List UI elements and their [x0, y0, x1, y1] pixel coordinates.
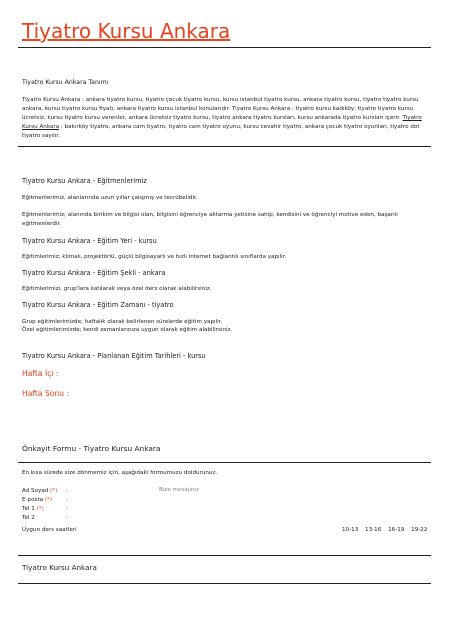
divider: [18, 47, 431, 48]
place-p: Eğitimlerimiz; klimalı, projektörlü, güçlü bilgisayarlı ve hızlı internet bağlantılı sınıflarda yapılır.: [22, 254, 287, 260]
time-heading: Tiyatro Kursu Ankara - Eğitim Zamanı - tiyatro: [22, 301, 174, 309]
time-p2: Özel eğitimlerimizde; kendi zamanlarınıza uygun olarak eğitim alabilirsiniz.: [22, 327, 233, 333]
dates-heading: Tiyatro Kursu Ankara - Planlanan Eğitim Tarihleri - kursu: [22, 352, 206, 360]
footer-title: Tiyatro Kursu Ankara: [22, 563, 97, 572]
intro-link[interactable]: Tiyatro Kursu Ankara: [22, 115, 422, 130]
page-title[interactable]: Tiyatro Kursu Ankara: [22, 19, 231, 43]
field-label-name: Ad Soyad (*): [22, 488, 58, 494]
message-textarea[interactable]: Bize mesajınız: [159, 487, 199, 493]
slot-option[interactable]: 19-22: [411, 527, 428, 533]
field-colon: :: [66, 497, 68, 503]
divider: [18, 583, 431, 584]
hours-slots: [337, 526, 427, 535]
divider: [18, 555, 431, 556]
format-p: Eğitimlerimizi, grup'lara katılarak veya özel ders olarak alabilirsiniz.: [22, 286, 212, 292]
slot-option[interactable]: 16-19: [388, 527, 405, 533]
field-label-tel1: Tel 1 (*): [22, 506, 44, 512]
divider: [18, 146, 431, 147]
weekday-label: Hafta İçi :: [22, 369, 59, 378]
hours-label: Uygun ders saatleri: [22, 527, 77, 533]
intro-text: Tiyatro Kursu Ankara : ankara tiyatro kursu, tiyatro çocuk tiyatro kursu, kursu istanbul tiyatro kursu, ankara tiyatro kursu, tiyatro tiyatro kursu ankara, kursu tiyatro kursu fiyatı, ankara tiyatro kursu istanbul konularıdır. Tiyatro Kursu Ankara : tiyatro kursu kadıköy, tiyatro tiyatro kursu ücretsiz, kursu tiyatro kursu verenler, ankara ücretsiz tiyatro kursu, tiyatro ankara tiyatro kursları, kursu ankarada tiyatro kursları içerir.: [22, 97, 419, 121]
time-p1: Grup eğitimlerimizde; haftalık olarak belirlenen sürelerde eğitim yapılır.: [22, 319, 223, 325]
teachers-p1: Eğitmenlerimiz, alanlarında uzun yıllar çalışmış ve tecrübelidir.: [22, 195, 198, 201]
form-heading: Önkayıt Formu - Tiyatro Kursu Ankara: [22, 444, 161, 453]
field-label-email: E-posta (*): [22, 497, 53, 503]
slot-option[interactable]: 10-13: [342, 527, 359, 533]
format-heading: Tiyatro Kursu Ankara - Eğitim Şekli - ankara: [22, 269, 166, 277]
divider: [18, 462, 431, 463]
field-colon: :: [66, 506, 68, 512]
place-heading: Tiyatro Kursu Ankara - Eğitim Yeri - kursu: [22, 237, 157, 245]
teachers-heading: Tiyatro Kursu Ankara - Eğitmenlerimiz: [22, 177, 147, 185]
form-intro: En kısa sürede size dönmemiz için, aşağıdaki formumuzu doldurunuz.: [22, 470, 218, 476]
slot-option[interactable]: 13-16: [365, 527, 382, 533]
field-label-tel2: Tel 2: [22, 515, 35, 521]
field-colon: :: [66, 488, 68, 494]
intro-text-2: : bakırköy tiyatro, ankara cam tiyatro, tiyatro cam tiyatro oyunu, kursu cevahir tiyatro, ankara çocuk tiyatro oyunları, tiyatro dot tiyatro sayılır.: [22, 124, 420, 139]
weekend-label: Hafta Sonu :: [22, 389, 70, 398]
intro-heading: Tiyatro Kursu Ankara Tanımı: [22, 79, 109, 86]
teachers-p2: Eğitmenlerimiz; alanında birikim ve bilgisi olan, bilgisini öğrenciye aktarma yetisine sahip, kendisini ve öğrenciyi motive eden, başarılı eğitmenlerdir.: [22, 212, 398, 227]
field-colon: :: [66, 515, 68, 521]
intro-body: [22, 96, 432, 141]
